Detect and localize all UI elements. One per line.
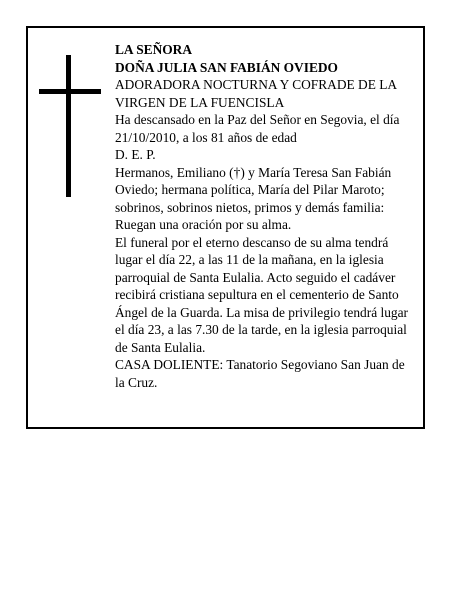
funeral-home: CASA DOLIENTE: Tanatorio Segoviano San Juan de la Cruz. [115, 357, 405, 390]
rip-text: D. E. P. [115, 147, 156, 162]
obituary-notice [26, 26, 425, 429]
notice-title-honorific: LA SEÑORA [115, 42, 193, 57]
funeral-details: El funeral por el eterno descanso de su alma tendrá lugar el día 22, a las 11 de la mañana, en la iglesia parroquial de Santa Eulalia. Acto seguido el cadáver recibirá cristiana sepultura en el cementerio de Santo Ángel de la Guarda. La misa de privilegio tendrá lugar el día 23, a las 7.30 de la tarde, en la iglesia parroquial de Santa Eulalia. [115, 234, 408, 355]
cross-horizontal-bar [39, 89, 101, 94]
family-members: Hermanos, Emiliano (†) y María Teresa San Fabián Oviedo; hermana política, María del Pilar Maroto; sobrinos, sobrinos nietos, primos y demás familia: [115, 164, 392, 215]
deceased-name: DOÑA JULIA SAN FABIÁN OVIEDO [115, 59, 338, 75]
notice-text [115, 41, 415, 391]
death-statement: Ha descansado en la Paz del Señor en Segovia, el día 21/10/2010, a los 81 años de edad [115, 112, 400, 145]
deceased-affiliation: ADORADORA NOCTURNA Y COFRADE DE LA VIRGEN DE LA FUENCISLA [115, 77, 397, 110]
prayer-request: Ruegan una oración por su alma. [115, 217, 292, 232]
latin-cross-icon [39, 55, 101, 197]
cross-vertical-bar [66, 55, 71, 197]
